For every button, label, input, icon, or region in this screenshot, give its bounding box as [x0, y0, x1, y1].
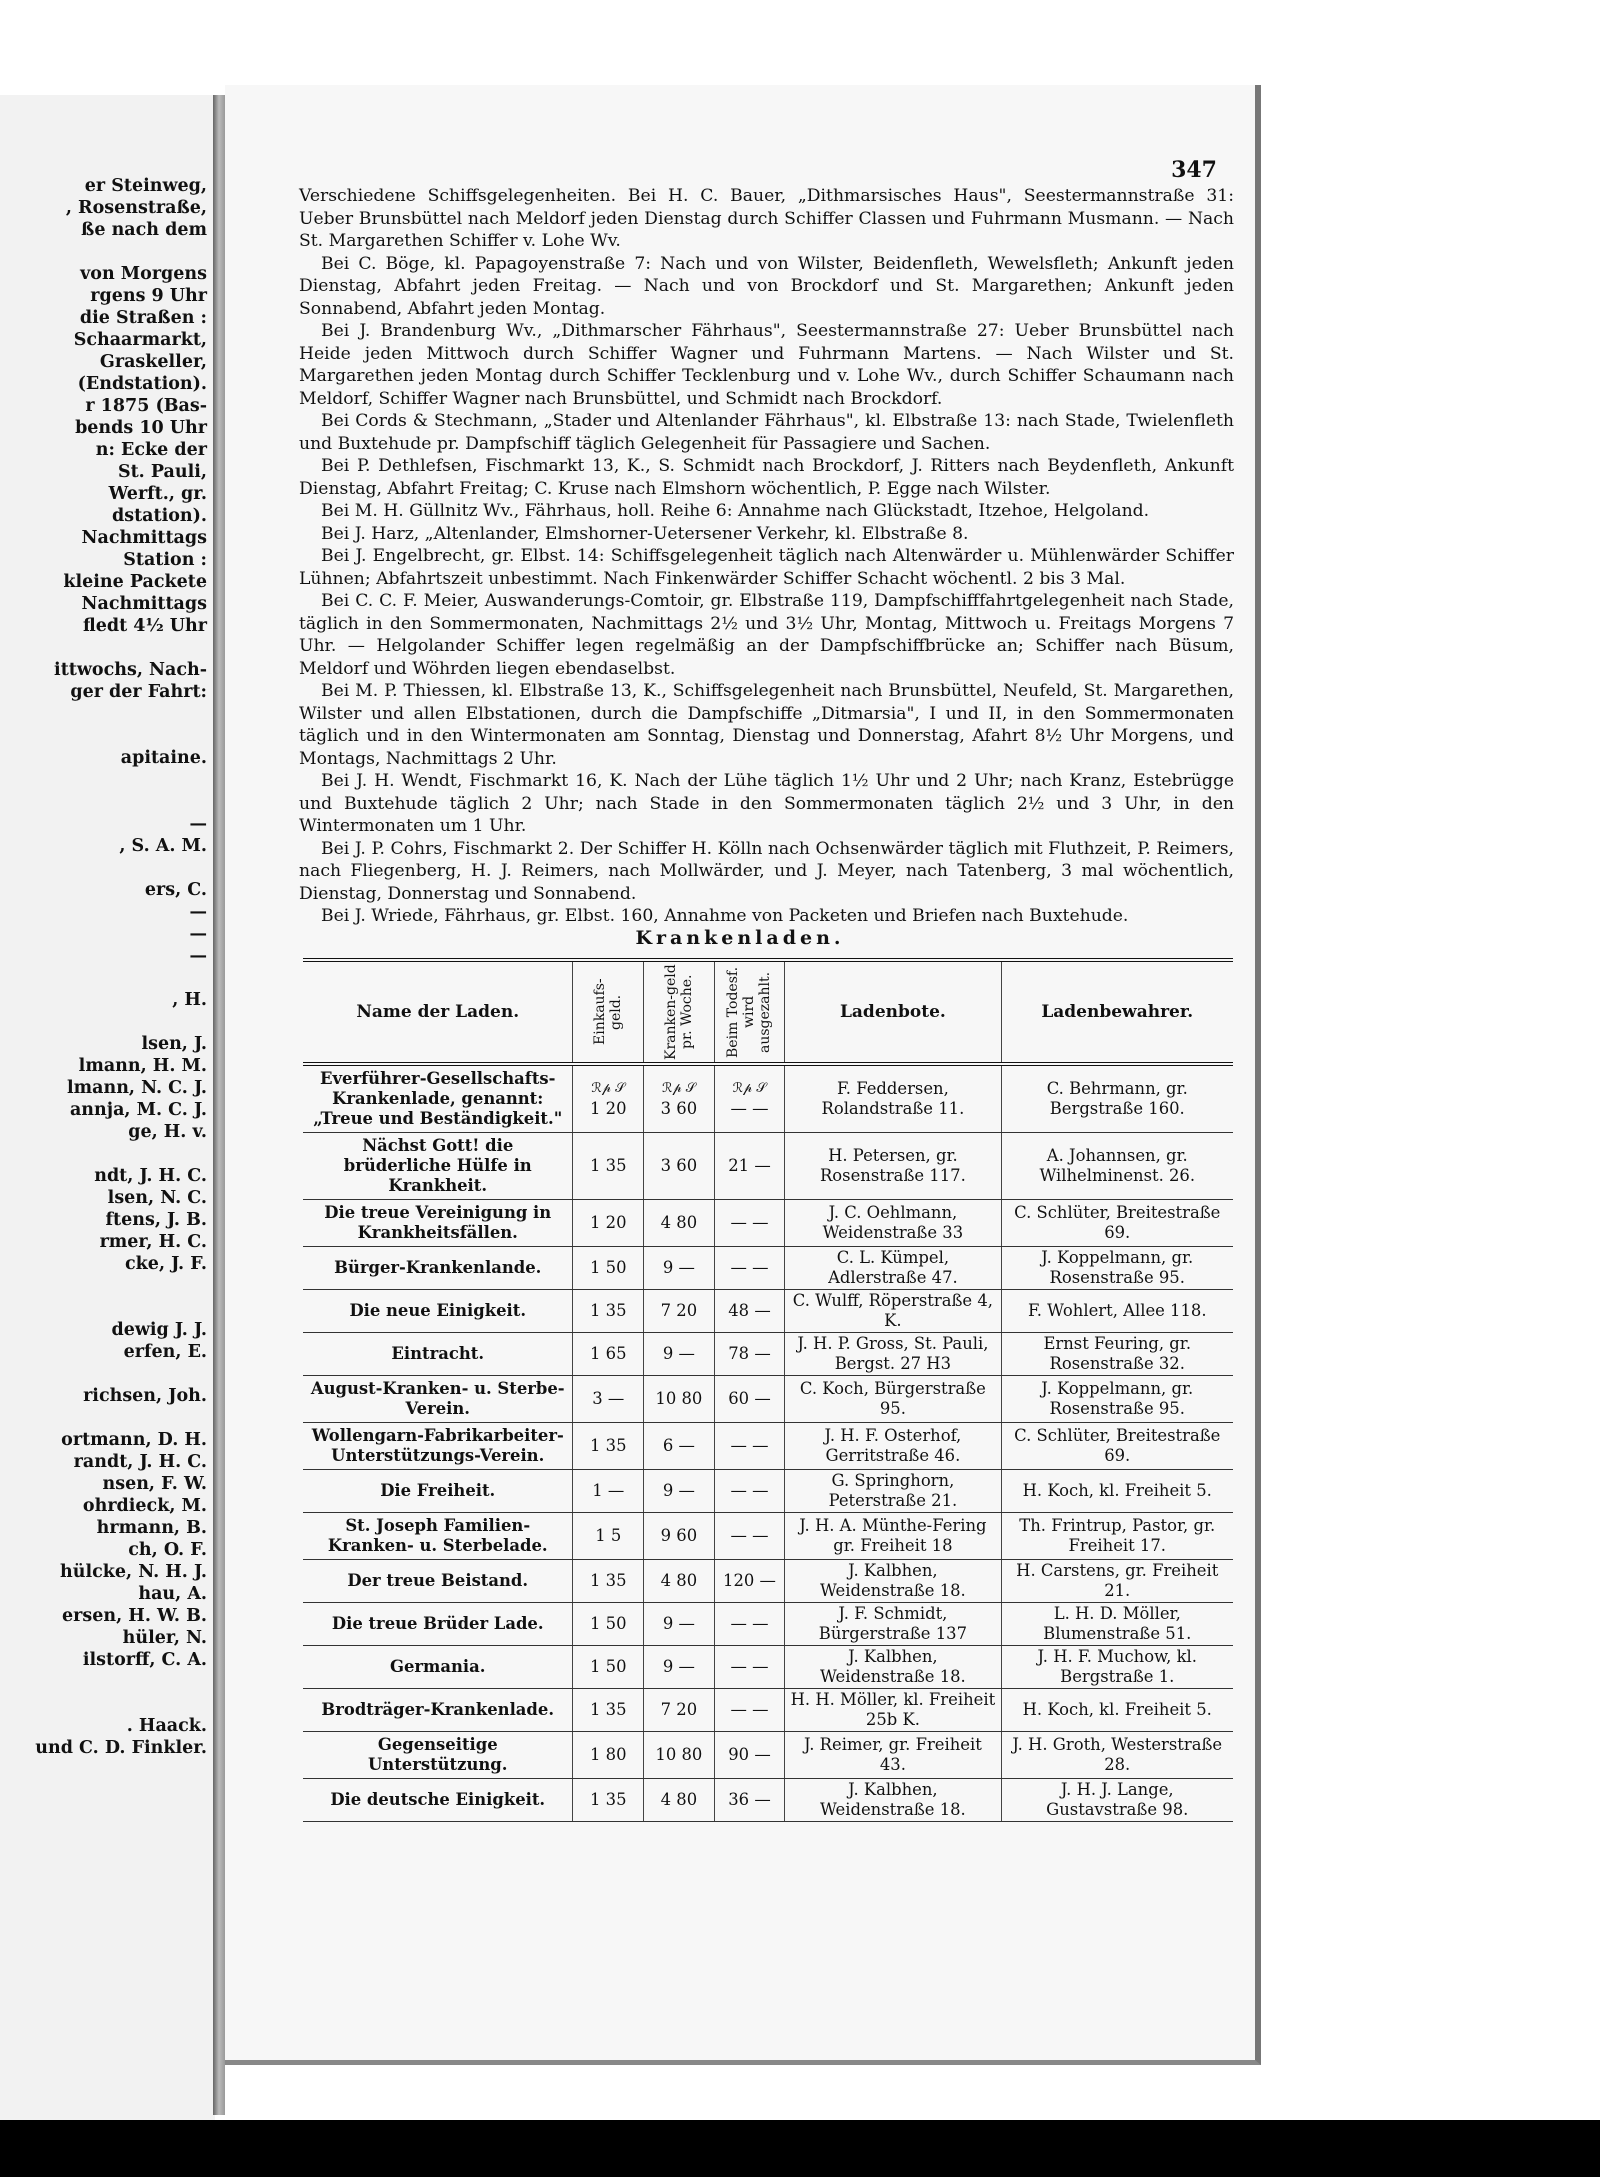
ladenbote: F. Feddersen, Rolandstraße 11.	[785, 1064, 1001, 1133]
table-row	[303, 1247, 1233, 1290]
section-title: Krankenladen.	[635, 927, 845, 949]
amount-value: 1 35	[590, 1571, 627, 1590]
amount-value: 9 —	[662, 1258, 695, 1277]
amount-value: 10 80	[655, 1389, 703, 1408]
amount-einkauf	[573, 1779, 644, 1822]
amount-einkauf	[573, 1200, 644, 1247]
left-page-line: rgens 9 Uhr	[90, 286, 207, 306]
left-page-line	[7, 1143, 207, 1165]
amount-einkauf	[573, 1732, 644, 1779]
lade-name: Nächst Gott! die brüderliche Hülfe in Krankheit.	[303, 1133, 573, 1200]
shipping-notices	[299, 185, 1234, 928]
ladenbewahrer: H. Carstens, gr. Freiheit 21.	[1001, 1560, 1233, 1603]
amount-kranken	[644, 1603, 715, 1646]
left-page-line: lsen, N. C.	[107, 1188, 207, 1208]
left-page-line: richsen, Joh.	[83, 1386, 207, 1406]
left-page-line: und C. D. Finkler.	[35, 1738, 207, 1758]
left-page-line: Werft., gr.	[108, 484, 207, 504]
amount-kranken	[644, 1376, 715, 1423]
amount-tod	[714, 1603, 785, 1646]
left-page-line	[7, 1671, 207, 1693]
notice-paragraph: Bei C. C. F. Meier, Auswanderungs-Comtoir, gr. Elbstraße 119, Dampfschifffahrtgelegenheit nach Stade, täglich in den Sommermonaten, Nachmittags 2½ und 3½ Uhr, Montag, Mittwoch u. Freitags Morgens 7 Uhr. — Helgolander Schiffer legen regelmäßig an der Dampfschiffbrücke an; Schiffer nach Büsum, Meldorf und Wöhrden liegen ebendaselbst.	[299, 591, 1234, 679]
amount-value: 1 35	[590, 1790, 627, 1809]
left-page-line: annja, M. C. J.	[69, 1100, 207, 1120]
left-page-line: Nachmittags	[81, 594, 207, 614]
left-page-line: hülcke, N. H. J.	[60, 1562, 207, 1582]
book-gutter	[213, 95, 225, 2115]
amount-kranken	[644, 1779, 715, 1822]
left-page-line: —	[189, 902, 207, 922]
krankenladen-table	[303, 958, 1233, 1822]
amount-value: 4 80	[660, 1571, 698, 1590]
ladenbote: C. L. Kümpel, Adlerstraße 47.	[785, 1247, 1001, 1290]
amount-tod	[714, 1732, 785, 1779]
amount-kranken	[644, 1470, 715, 1513]
left-page-line: rmer, H. C.	[99, 1232, 207, 1252]
left-page-line: (Endstation).	[77, 374, 207, 394]
amount-value: — —	[730, 1481, 769, 1500]
amount-tod	[714, 1247, 785, 1290]
left-page-line: ndt, J. H. C.	[94, 1166, 207, 1186]
ladenbote: J. Reimer, gr. Freiheit 43.	[785, 1732, 1001, 1779]
amount-value: — —	[730, 1614, 769, 1633]
amount-value: 1 20	[590, 1213, 627, 1232]
notice-paragraph: Bei M. H. Güllnitz Wv., Fährhaus, holl. Reihe 6: Annahme nach Glückstadt, Itzehoe, Helgoland.	[321, 501, 1150, 521]
left-page-line: lsen, J.	[141, 1034, 207, 1054]
left-page-line: Nachmittags	[81, 528, 207, 548]
amount-value: 48 —	[728, 1301, 771, 1320]
amount-value: — —	[730, 1526, 769, 1545]
left-page-line	[7, 637, 207, 659]
amount-einkauf	[573, 1290, 644, 1333]
currency-label: ℛ𝓅 𝒮	[661, 1081, 696, 1096]
table-row	[303, 1560, 1233, 1603]
amount-tod	[714, 1560, 785, 1603]
left-page-line	[7, 1275, 207, 1297]
header-name: Name der Laden.	[356, 1002, 520, 1022]
header-einkauf: Einkaufs-geld.	[573, 960, 644, 1064]
amount-einkauf	[573, 1333, 644, 1376]
left-page-line: —	[189, 946, 207, 966]
ladenbewahrer: L. H. D. Möller, Blumenstraße 51.	[1001, 1603, 1233, 1646]
ladenbote: G. Springhorn, Peterstraße 21.	[785, 1470, 1001, 1513]
amount-value: 1 50	[590, 1614, 627, 1633]
left-page-line: cke, J. F.	[125, 1254, 207, 1274]
ladenbewahrer: H. Koch, kl. Freiheit 5.	[1001, 1689, 1233, 1732]
amount-value: — —	[730, 1657, 769, 1676]
left-page-line: ilstorff, C. A.	[82, 1650, 207, 1670]
amount-value: 4 80	[660, 1790, 698, 1809]
amount-kranken	[644, 1200, 715, 1247]
amount-value: — —	[730, 1258, 769, 1277]
table-header-row	[303, 960, 1233, 1064]
left-page-line: dewig J. J.	[111, 1320, 207, 1340]
left-page-line: r 1875 (Bas-	[85, 396, 207, 416]
left-page-line: ch, O. F.	[128, 1540, 207, 1560]
left-page-line	[7, 241, 207, 263]
amount-value: 21 —	[728, 1156, 771, 1175]
currency-label: ℛ𝓅 𝒮	[732, 1081, 767, 1096]
ladenbewahrer: Th. Frintrup, Pastor, gr. Freiheit 17.	[1001, 1513, 1233, 1560]
lade-name: Brodträger-Krankenlade.	[303, 1689, 573, 1732]
left-page-line: hüler, N.	[122, 1628, 207, 1648]
amount-einkauf	[573, 1689, 644, 1732]
amount-value: 120 —	[723, 1571, 776, 1590]
amount-value: 90 —	[728, 1745, 771, 1764]
left-page-line: —	[189, 924, 207, 944]
table-row	[303, 1423, 1233, 1470]
amount-value: 3 60	[660, 1156, 698, 1175]
ladenbote: C. Wulff, Röperstraße 4, K.	[785, 1290, 1001, 1333]
amount-kranken	[644, 1732, 715, 1779]
amount-value: 6 —	[662, 1436, 695, 1455]
left-page-line	[7, 1407, 207, 1429]
left-page-line: die Straßen :	[79, 308, 207, 328]
amount-tod	[714, 1290, 785, 1333]
amount-tod	[714, 1333, 785, 1376]
ladenbewahrer: C. Schlüter, Breitestraße 69.	[1001, 1423, 1233, 1470]
ladenbewahrer: C. Behrmann, gr. Bergstraße 160.	[1001, 1064, 1233, 1133]
amount-value: 1 35	[590, 1301, 627, 1320]
table-row	[303, 1200, 1233, 1247]
ladenbewahrer: C. Schlüter, Breitestraße 69.	[1001, 1200, 1233, 1247]
amount-value: 7 20	[660, 1301, 698, 1320]
ladenbewahrer: Ernst Feuring, gr. Rosenstraße 32.	[1001, 1333, 1233, 1376]
left-page-line: ger der Fahrt:	[70, 682, 207, 702]
amount-value: — —	[730, 1700, 769, 1719]
left-page-line	[7, 967, 207, 989]
table-row	[303, 1732, 1233, 1779]
left-page-line: . Haack.	[126, 1716, 207, 1736]
lade-name: August-Kranken- u. Sterbe-Verein.	[303, 1376, 573, 1423]
left-page-text	[7, 175, 207, 1759]
lade-name: Everführer-Gesellschafts-Krankenlade, genannt: „Treue und Beständigkeit."	[303, 1064, 573, 1133]
table-row	[303, 1513, 1233, 1560]
amount-value: 60 —	[728, 1389, 771, 1408]
amount-value: 1 50	[590, 1258, 627, 1277]
currency-label: ℛ𝓅 𝒮	[591, 1081, 626, 1096]
amount-value: 9 —	[662, 1657, 695, 1676]
left-page-fragment	[0, 95, 215, 2145]
lade-name: Wollengarn-Fabrikarbeiter-Unterstützungs-Verein.	[303, 1423, 573, 1470]
ladenbewahrer: J. H. Groth, Westerstraße 28.	[1001, 1732, 1233, 1779]
right-page	[225, 85, 1261, 2065]
left-page-line: ittwochs, Nach-	[54, 660, 207, 680]
lade-name: Die neue Einigkeit.	[303, 1290, 573, 1333]
ladenbote: H. H. Möller, kl. Freiheit 25b K.	[785, 1689, 1001, 1732]
left-page-line: Station :	[123, 550, 207, 570]
table-row	[303, 1290, 1233, 1333]
left-page-line: er Steinweg,	[84, 176, 207, 196]
amount-tod	[714, 1689, 785, 1732]
amount-value: — —	[730, 1213, 769, 1232]
table-row	[303, 1779, 1233, 1822]
notice-paragraph: Bei C. Böge, kl. Papagoyenstraße 7: Nach und von Wilster, Beidenfleth, Wewelsfleth; Ankunft jeden Dienstag, Abfahrt jeden Freitag. — Nach und von Brockdorf und St. Margarethen; Ankunft jeden Sonnabend, Abfahrt jeden Montag.	[299, 253, 1234, 319]
left-page-line: lmann, N. C. J.	[66, 1078, 207, 1098]
ladenbote: J. C. Oehlmann, Weidenstraße 33	[785, 1200, 1001, 1247]
lade-name: Die treue Brüder Lade.	[303, 1603, 573, 1646]
table-row	[303, 1064, 1233, 1133]
lade-name: Bürger-Krankenlande.	[303, 1247, 573, 1290]
left-page-line: , S. A. M.	[119, 836, 207, 856]
left-page-line: n: Ecke der	[95, 440, 207, 460]
amount-tod	[714, 1133, 785, 1200]
amount-value: 9 —	[662, 1481, 695, 1500]
notice-paragraph: Verschiedene Schiffsgelegenheiten. Bei H. C. Bauer, „Dithmarsisches Haus", Seestermannstraße 31: Ueber Brunsbüttel nach Meldorf jeden Dienstag durch Schiffer Classen und Fuhrmann Musmann. — Nach St. Margarethen Schiffer v. Lohe Wv.	[299, 186, 1234, 251]
left-page-line: erfen, E.	[123, 1342, 207, 1362]
amount-kranken	[644, 1689, 715, 1732]
ladenbote: J. Kalbhen, Weidenstraße 18.	[785, 1560, 1001, 1603]
scan-border	[0, 2120, 1600, 2177]
notice-paragraph: Bei J. Engelbrecht, gr. Elbst. 14: Schiffsgelegenheit täglich nach Altenwärder u. Mühlenwärder Schiffer Lühnen; Abfahrtszeit unbestimmt. Nach Finkenwärder Schiffer Schacht wöchentl. 2 bis 3 Mal.	[299, 546, 1234, 589]
amount-tod	[714, 1064, 785, 1133]
lade-name: Die deutsche Einigkeit.	[303, 1779, 573, 1822]
amount-tod	[714, 1376, 785, 1423]
left-page-line	[7, 1297, 207, 1319]
page-number: 347	[1171, 157, 1217, 183]
ladenbewahrer: J. Koppelmann, gr. Rosenstraße 95.	[1001, 1376, 1233, 1423]
amount-value: 1 50	[590, 1657, 627, 1676]
left-page-line: , H.	[172, 990, 207, 1010]
lade-name: Eintracht.	[303, 1333, 573, 1376]
amount-value: 9 —	[662, 1344, 695, 1363]
amount-einkauf	[573, 1513, 644, 1560]
ladenbewahrer: H. Koch, kl. Freiheit 5.	[1001, 1470, 1233, 1513]
left-page-line: ortmann, D. H.	[61, 1430, 207, 1450]
amount-tod	[714, 1513, 785, 1560]
amount-value: 1 65	[590, 1344, 627, 1363]
table-row	[303, 1689, 1233, 1732]
amount-einkauf	[573, 1376, 644, 1423]
notice-paragraph: Bei J. P. Cohrs, Fischmarkt 2. Der Schiffer H. Kölln nach Ochsenwärder täglich mit Fluthzeit, P. Reimers, nach Fliegenberg, H. J. Reimers, nach Mollwärder, und J. Meyer, nach Tatenberg, 3 mal wöchentlich, Dienstag, Donnerstag und Sonnabend.	[299, 838, 1234, 904]
left-page-line: nsen, F. W.	[102, 1474, 207, 1494]
left-page-line: St. Pauli,	[117, 462, 207, 482]
amount-value: 1 20	[590, 1099, 627, 1118]
amount-einkauf	[573, 1470, 644, 1513]
amount-value: 10 80	[655, 1745, 703, 1764]
left-page-line: Schaarmarkt,	[73, 330, 207, 350]
left-page-line: randt, J. H. C.	[73, 1452, 207, 1472]
amount-tod	[714, 1779, 785, 1822]
left-page-line: kleine Packete	[63, 572, 207, 592]
amount-value: 3 —	[592, 1389, 625, 1408]
lade-name: Germania.	[303, 1646, 573, 1689]
ladenbewahrer: A. Johannsen, gr. Wilhelminenst. 26.	[1001, 1133, 1233, 1200]
amount-value: 1 80	[590, 1745, 627, 1764]
amount-value: 78 —	[728, 1344, 771, 1363]
left-page-line: ße nach dem	[81, 220, 207, 240]
left-page-line: dstation).	[111, 506, 207, 526]
left-page-line: ftens, J. B.	[105, 1210, 207, 1230]
left-page-line: ge, H. v.	[128, 1122, 207, 1142]
left-page-line: von Morgens	[80, 264, 207, 284]
notice-paragraph: Bei J. Harz, „Altenlander, Elmshorner-Uetersener Verkehr, kl. Elbstraße 8.	[321, 523, 969, 544]
ladenbote: J. H. F. Osterhof, Gerritstraße 46.	[785, 1423, 1001, 1470]
amount-einkauf	[573, 1603, 644, 1646]
table-row	[303, 1333, 1233, 1376]
ladenbote: J. H. A. Münthe-Fering gr. Freiheit 18	[785, 1513, 1001, 1560]
amount-value: 1 —	[592, 1481, 625, 1500]
notice-paragraph: Bei M. P. Thiessen, kl. Elbstraße 13, K., Schiffsgelegenheit nach Brunsbüttel, Neufeld, St. Margarethen, Wilster und allen Elbstationen, durch die Dampfschiffe „Ditmarsia", I und II, in den Sommermonaten täglich und in den Wintermonaten am Sonntag, Dienstag und Donnerstag, Afahrt 8½ Uhr Morgens, und Montags, Nachmittags 2 Uhr.	[299, 681, 1234, 769]
left-page-line: ohrdieck, M.	[82, 1496, 207, 1516]
left-page-line: hrmann, B.	[96, 1518, 207, 1538]
notice-paragraph: Bei J. H. Wendt, Fischmarkt 16, K. Nach der Lühe täglich 1½ Uhr und 2 Uhr; nach Kranz, Estebrügge und Buxtehude täglich 2 Uhr; nach Stade in den Sommermonaten täglich 2½ und 3 Uhr, in den Wintermonaten um 1 Uhr.	[299, 771, 1234, 836]
header-ladenbewahrer: Ladenbewahrer.	[1001, 960, 1233, 1064]
ladenbote: H. Petersen, gr. Rosenstraße 117.	[785, 1133, 1001, 1200]
amount-tod	[714, 1470, 785, 1513]
amount-value: — —	[730, 1436, 769, 1455]
left-page-line	[7, 769, 207, 791]
left-page-line	[7, 703, 207, 725]
amount-kranken	[644, 1513, 715, 1560]
amount-value: 1 35	[590, 1436, 627, 1455]
left-page-line: —	[189, 814, 207, 834]
table-row	[303, 1470, 1233, 1513]
lade-name: Der treue Beistand.	[303, 1560, 573, 1603]
left-page-line: Graskeller,	[99, 352, 207, 372]
header-todesfall: Beim Todesf. wird ausgezahlt.	[714, 960, 785, 1064]
amount-value: 1 35	[590, 1700, 627, 1719]
amount-kranken	[644, 1290, 715, 1333]
lade-name: Gegenseitige Unterstützung.	[303, 1732, 573, 1779]
lade-name: St. Joseph Familien-Kranken- u. Sterbelade.	[303, 1513, 573, 1560]
ladenbewahrer: J. Koppelmann, gr. Rosenstraße 95.	[1001, 1247, 1233, 1290]
header-ladenbote: Ladenbote.	[785, 960, 1001, 1064]
amount-einkauf	[573, 1646, 644, 1689]
table-row	[303, 1376, 1233, 1423]
left-page-line	[7, 791, 207, 813]
amount-value: 36 —	[728, 1790, 771, 1809]
amount-tod	[714, 1423, 785, 1470]
amount-einkauf	[573, 1247, 644, 1290]
amount-kranken	[644, 1247, 715, 1290]
left-page-line	[7, 725, 207, 747]
amount-value: 1 35	[590, 1156, 627, 1175]
left-page-line: hau, A.	[138, 1584, 207, 1604]
amount-kranken	[644, 1064, 715, 1133]
left-page-line: ers, C.	[144, 880, 207, 900]
notice-paragraph: Bei Cords & Stechmann, „Stader und Altenlander Fährhaus", kl. Elbstraße 13: nach Stade, Twielenfleth und Buxtehude pr. Dampfschiff täglich Gelegenheit für Passagiere und Sachen.	[299, 411, 1234, 454]
lade-name: Die Freiheit.	[303, 1470, 573, 1513]
left-page-line: lmann, H. M.	[78, 1056, 207, 1076]
amount-tod	[714, 1200, 785, 1247]
left-page-line	[7, 1363, 207, 1385]
amount-value: 7 20	[660, 1700, 698, 1719]
amount-value: 9 60	[660, 1526, 698, 1545]
left-page-line: , Rosenstraße,	[65, 198, 207, 218]
left-page-line: fledt 4½ Uhr	[83, 616, 207, 636]
amount-kranken	[644, 1333, 715, 1376]
amount-value: 1 5	[595, 1526, 622, 1545]
amount-kranken	[644, 1560, 715, 1603]
amount-einkauf	[573, 1560, 644, 1603]
amount-einkauf	[573, 1064, 644, 1133]
ladenbewahrer: J. H. F. Muchow, kl. Bergstraße 1.	[1001, 1646, 1233, 1689]
amount-einkauf	[573, 1423, 644, 1470]
amount-value: 9 —	[662, 1614, 695, 1633]
left-page-line	[7, 857, 207, 879]
ladenbote: J. F. Schmidt, Bürgerstraße 137	[785, 1603, 1001, 1646]
left-page-line: ersen, H. W. B.	[62, 1606, 207, 1626]
left-page-line	[7, 1693, 207, 1715]
notice-paragraph: Bei J. Brandenburg Wv., „Dithmarscher Fährhaus", Seestermannstraße 27: Ueber Brunsbüttel nach Heide jeden Mittwoch durch Schiffer Wagner und Fuhrmann Martens. — Nach Wilster und St. Margarethen jeden Montag durch Schiffer Tecklenburg und v. Lohe Wv., durch Schiffer Schaumann nach Meldorf, Schiffer Wagner nach Brunsbüttel, und Schmidt nach Brockdorf.	[299, 321, 1234, 409]
ladenbote: J. Kalbhen, Weidenstraße 18.	[785, 1646, 1001, 1689]
amount-kranken	[644, 1133, 715, 1200]
ladenbewahrer: J. H. J. Lange, Gustavstraße 98.	[1001, 1779, 1233, 1822]
ladenbote: C. Koch, Bürgerstraße 95.	[785, 1376, 1001, 1423]
amount-value: — —	[730, 1099, 769, 1118]
amount-tod	[714, 1646, 785, 1689]
amount-einkauf	[573, 1133, 644, 1200]
left-page-line: bends 10 Uhr	[75, 418, 207, 438]
left-page-line	[7, 1011, 207, 1033]
table-row	[303, 1603, 1233, 1646]
amount-value: 3 60	[660, 1099, 698, 1118]
amount-value: 4 80	[660, 1213, 698, 1232]
ladenbote: J. H. P. Gross, St. Pauli, Bergst. 27 H3	[785, 1333, 1001, 1376]
notice-paragraph: Bei P. Dethlefsen, Fischmarkt 13, K., S. Schmidt nach Brockdorf, J. Ritters nach Beydenfleth, Ankunft Dienstag, Abfahrt Freitag; C. Kruse nach Elmshorn wöchentlich, P. Egge nach Wilster.	[299, 456, 1234, 499]
table-row	[303, 1133, 1233, 1200]
table-row	[303, 1646, 1233, 1689]
ladenbote: J. Kalbhen, Weidenstraße 18.	[785, 1779, 1001, 1822]
ladenbewahrer: F. Wohlert, Allee 118.	[1001, 1290, 1233, 1333]
lade-name: Die treue Vereinigung in Krankheitsfällen.	[303, 1200, 573, 1247]
left-page-line: apitaine.	[120, 748, 207, 768]
header-krankengeld: Kranken-geld pr. Woche.	[644, 960, 715, 1064]
amount-kranken	[644, 1646, 715, 1689]
amount-kranken	[644, 1423, 715, 1470]
notice-paragraph: Bei J. Wriede, Fährhaus, gr. Elbst. 160, Annahme von Packeten und Briefen nach Buxtehude.	[321, 906, 1129, 926]
